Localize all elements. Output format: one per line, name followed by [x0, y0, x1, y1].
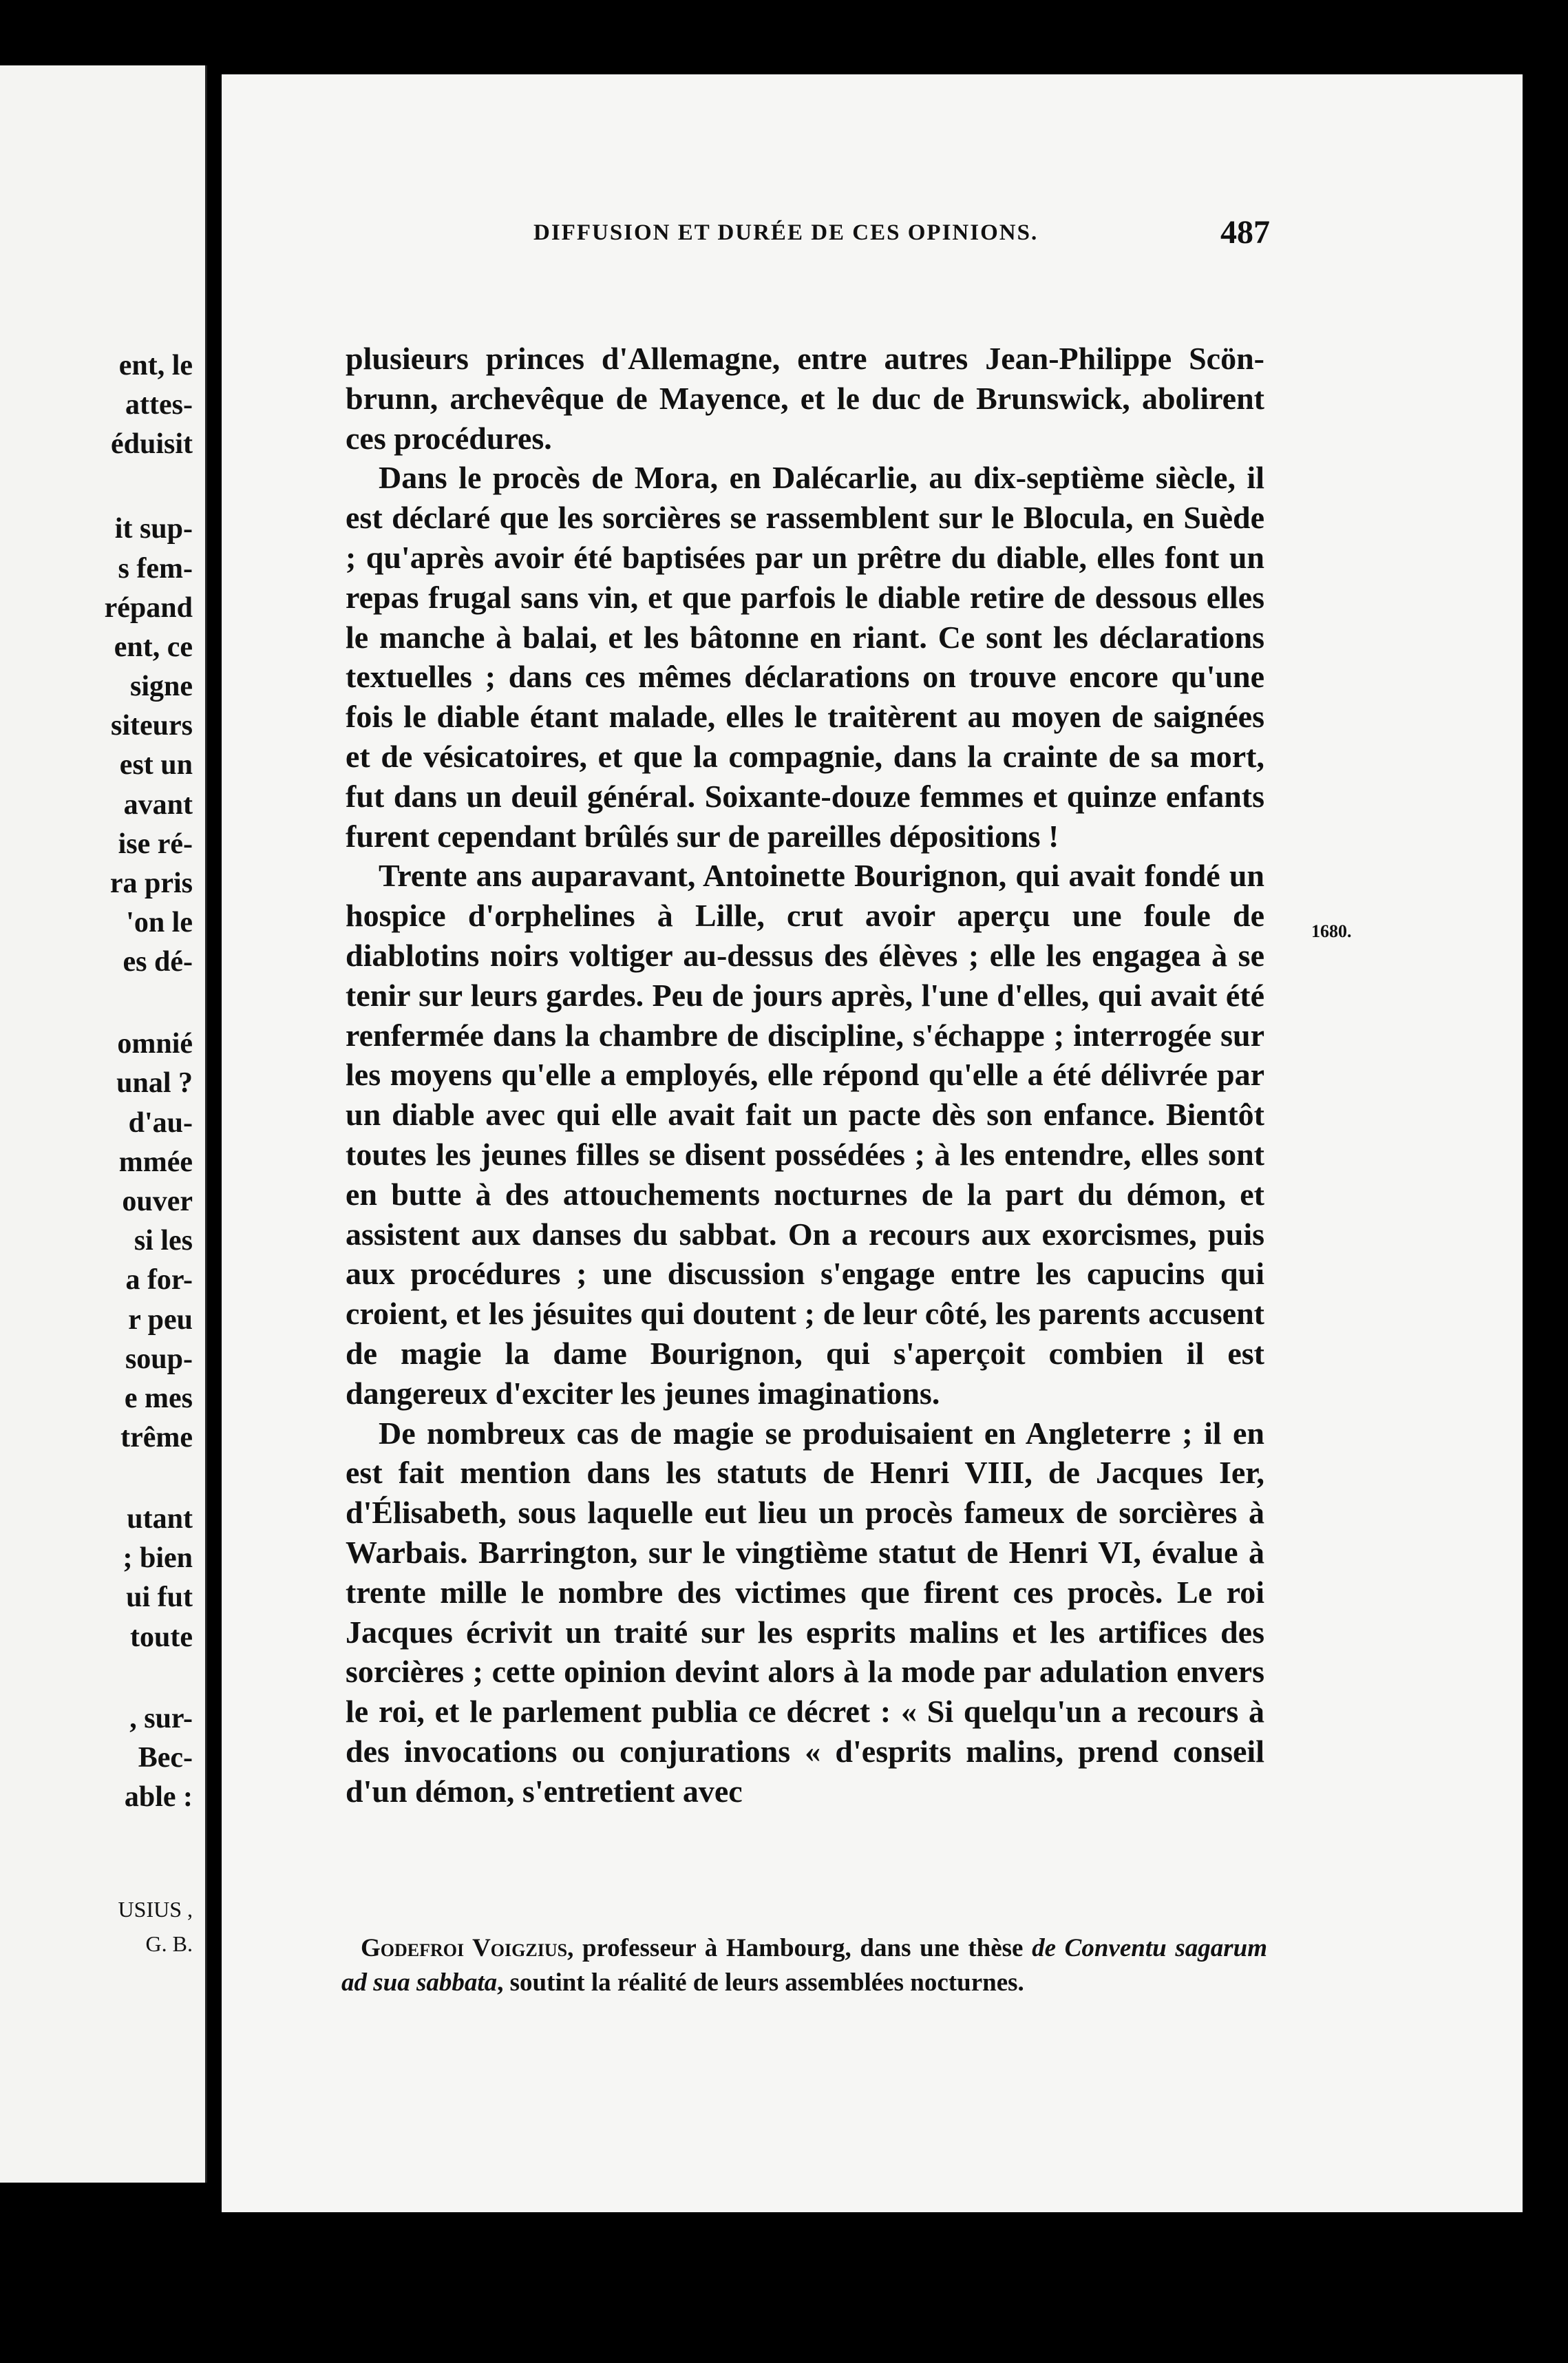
footnote-thesis-title: de Conventu sagarum ad sua sabbata — [341, 1934, 1267, 1997]
left-page-line: ise ré- — [118, 828, 193, 860]
footnote-text-2: , soutint la réalité de leurs assemblées nocturnes. — [497, 1968, 1024, 1997]
left-page-line: si les — [134, 1225, 193, 1257]
left-page-footnote-line: G. B. — [145, 1931, 193, 1956]
left-page-line: ent, le — [118, 350, 193, 381]
page-number: 487 — [1220, 214, 1270, 251]
left-page-line: est un — [119, 749, 193, 781]
footnote-paragraph — [341, 1931, 1267, 2000]
left-page-line: unal ? — [116, 1067, 193, 1099]
left-page-line: r peu — [128, 1304, 193, 1336]
left-page-line: attes- — [125, 389, 193, 421]
left-page-footnote-line: USIUS , — [118, 1897, 193, 1922]
left-page-line: trême — [120, 1422, 193, 1453]
left-page-line: soup- — [125, 1343, 193, 1375]
left-page-line: ra pris — [109, 868, 193, 899]
footnote-text-1: , professeur à Hambourg, dans une thèse — [567, 1934, 1032, 1962]
margin-date-note: 1680. — [1311, 921, 1352, 941]
previous-page — [0, 65, 207, 2183]
left-page-line: ; bien — [123, 1542, 193, 1574]
left-page-line: omnié — [117, 1028, 193, 1060]
paragraph-4: De nombreux cas de magie se produisaient en Angleterre ; il en est fait mention dans les statuts de Henri VIII, de Jacques Ier, d'Élisabeth, sous laquelle eut lieu un procès fameux de sorcières à Warbais. Barrington, sur le vingtième statut de Henri VI, évalue à trente mille le nombre des victimes que firent ces procès. Le roi Jacques écrivit un traité sur les esprits malins et les artifices des sorcières ; cette opinion devint alors à la mode par adulation envers le roi, et le parlement publia ce décret : « Si quelqu'un a recours à des invocations ou conjurations « d'esprits malins, prend conseil d'un démon, s'entretient avec — [346, 1415, 1264, 1809]
left-page-line: , sur- — [129, 1703, 193, 1734]
left-page-line: toute — [130, 1621, 193, 1653]
left-page-line: utant — [127, 1503, 193, 1535]
footnote — [341, 1931, 1267, 2000]
left-page-line: it sup- — [114, 513, 193, 545]
left-page-line: signe — [129, 671, 193, 702]
running-title: DIFFUSION ET DURÉE DE CES OPINIONS. — [533, 220, 1039, 245]
left-page-line: siteurs — [111, 710, 193, 742]
left-page-line: ent, ce — [114, 631, 193, 663]
left-page-line: mmée — [118, 1146, 193, 1178]
left-page-line: avant — [123, 789, 193, 821]
footnote-author: Godefroi Voigzius — [361, 1934, 568, 1962]
left-page-line: Bec- — [138, 1742, 193, 1774]
left-page-line: s fem- — [118, 553, 193, 585]
left-page-line: 'on le — [126, 907, 193, 938]
left-page-line: éduisit — [110, 428, 193, 460]
left-page-line: répand — [104, 592, 193, 624]
left-page-line: ui fut — [126, 1582, 193, 1613]
left-page-line: ouver — [122, 1186, 193, 1217]
running-header — [313, 213, 1270, 255]
paragraph-2: Dans le procès de Mora, en Dalécarlie, au dix-septième siècle, il est déclaré que les sorcières se rassemblent sur le Blocula, en Suède ; qu'après avoir été baptisées par un prêtre du diable, elles font un repas frugal sans vin, et que parfois le diable retire de dessous elles le manche à balai, et les bâtonne en riant. Ce sont les déclarations textuelles ; dans ces mêmes déclarations on trouve encore qu'une fois le diable étant malade, elles le traitèrent au moyen de saignées et de vésicatoires, et que la compagnie, dans la crainte de sa mort, fut dans un deuil général. Soixante-douze femmes et quinze enfants furent cependant brûlés sur de pareilles dépositions ! — [346, 460, 1264, 854]
left-page-line: a for- — [125, 1264, 193, 1296]
paragraph-1: plusieurs princes d'Allemagne, entre autres Jean-Philippe Scön-brunn, archevêque de Mayence, et le duc de Brunswick, abolirent ces procédures. — [346, 341, 1264, 456]
main-text — [346, 339, 1264, 1811]
left-page-line: e mes — [124, 1383, 193, 1414]
paragraph-3: Trente ans auparavant, Antoinette Bourignon, qui avait fondé un hospice d'orphelines à Lille, crut avoir aperçu une foule de diablotins noirs voltiger au-dessus des élèves ; elle les engagea à se tenir sur leurs gardes. Peu de jours après, l'une d'elles, qui avait été renfermée dans la chambre de discipline, s'échappe ; interrogée sur les moyens qu'elle a employés, elle répond qu'elle a été délivrée par un diable avec qui elle avait fait un pacte dès son enfance. Bientôt toutes les jeunes filles se disent possédées ; à les entendre, elles sont en butte à des attouchements nocturnes de la part du démon, et assistent aux danses du sabbat. On a recours aux exorcismes, puis aux procédures ; une discussion s'engage entre les capucins qui croient, et les jésuites qui doutent ; de leur côté, les parents accusent de magie la dame Bourignon, qui s'aperçoit combien il est dangereux d'exciter les jeunes imaginations. — [346, 858, 1264, 1411]
left-page-line: es dé- — [123, 946, 193, 978]
left-page-line: d'au- — [128, 1107, 193, 1139]
left-page-line: able : — [124, 1781, 193, 1813]
